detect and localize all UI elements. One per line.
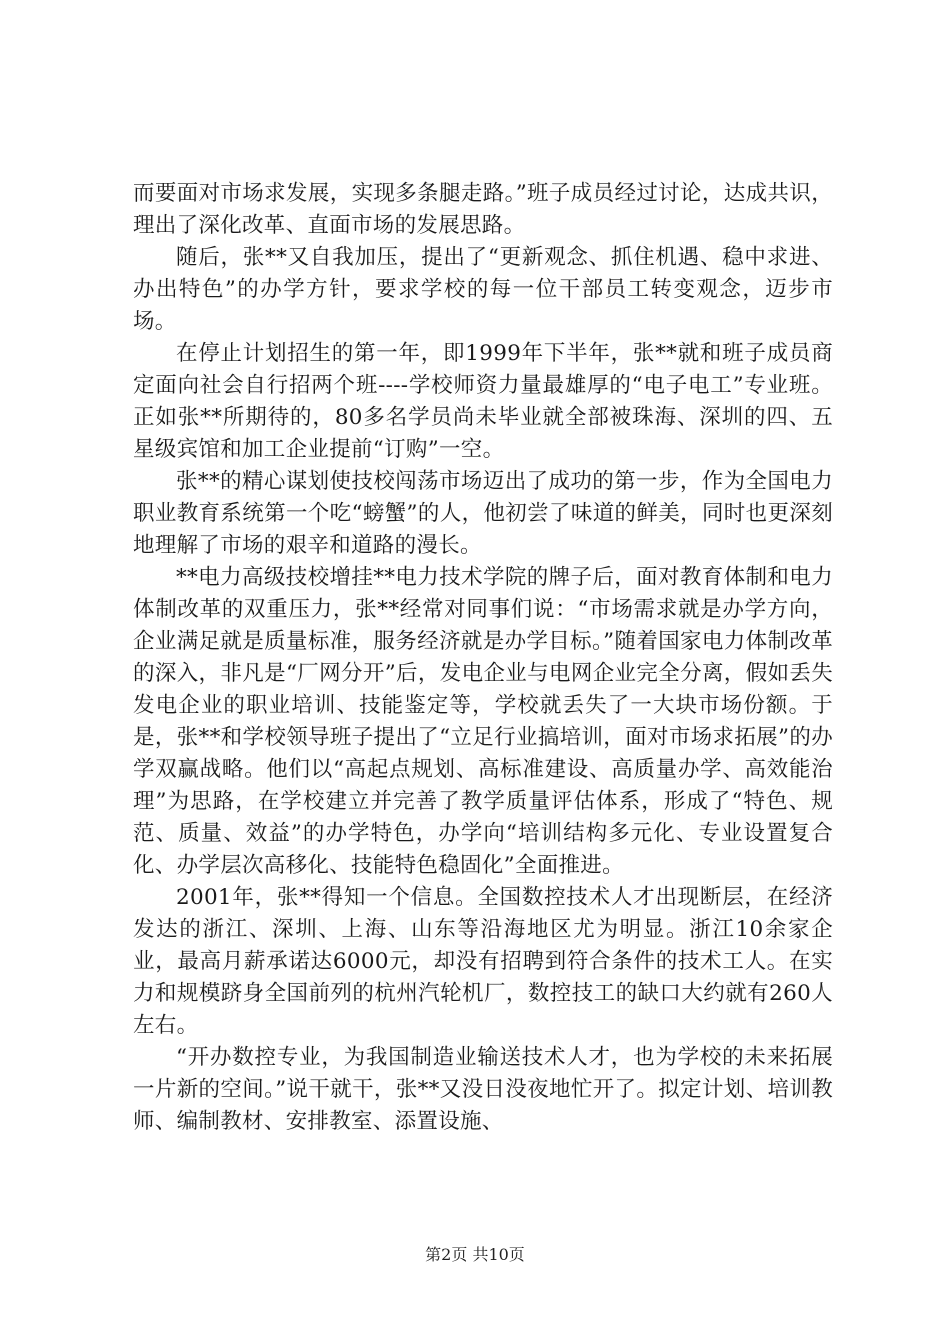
page-number: 第2页 共10页 xyxy=(425,1245,525,1264)
paragraph-6: 2001年，张**得知一个信息。全国数控技术人才出现断层，在经济发达的浙江、深圳、上海、山东等沿海地区尤为明显。浙江10余家企业，最高月薪承诺达6000元，却没有招聘到符合条件的技术工人。在实力和规模跻身全国前列的杭州汽轮机厂，数控技工的缺口大约就有260人左右。 xyxy=(133,885,833,1038)
paragraph-5: **电力高级技校增挂**电力技术学院的牌子后，面对教育体制和电力体制改革的双重压力，张**经常对同事们说：“市场需求就是办学方向，企业满足就是质量标准，服务经济就是办学目标。”随着国家电力体制改革的深入，非凡是“厂网分开”后，发电企业与电网企业完全分离，假如丢失发电企业的职业培训、技能鉴定等，学校就丢失了一大块市场份额。于是，张**和学校领导班子提出了“立足行业搞培训，面对市场求拓展”的办学双赢战略。他们以“高起点规划、高标准建设、高质量办学、高效能治理”为思路，在学校建立并完善了教学质量评估体系，形成了“特色、规范、质量、效益”的办学特色，办学向“培训结构多元化、专业设置复合化、办学层次高移化、技能特色稳固化”全面推进。 xyxy=(133,565,833,878)
paragraph-3: 在停止计划招生的第一年，即1999年下半年，张**就和班子成员商定面向社会自行招两个班----学校师资力量最雄厚的“电子电工”专业班。正如张**所期待的，80多名学员尚未毕业就全部被珠海、深圳的四、五星级宾馆和加工企业提前“订购”一空。 xyxy=(133,341,833,462)
page-footer xyxy=(0,1245,950,1265)
paragraph-2: 随后，张**又自我加压，提出了“更新观念、抓住机遇、稳中求进、办出特色”的办学方针，要求学校的每一位干部员工转变观念，迈步市场。 xyxy=(133,245,833,334)
paragraph-1: 而要面对市场求发展，实现多条腿走路。”班子成员经过讨论，达成共识，理出了深化改革、直面市场的发展思路。 xyxy=(133,181,833,238)
paragraph-4: 张**的精心谋划使技校闯荡市场迈出了成功的第一步，作为全国电力职业教育系统第一个吃“螃蟹”的人，他初尝了味道的鲜美，同时也更深刻地理解了市场的艰辛和道路的漫长。 xyxy=(133,469,833,558)
paragraph-7: “开办数控专业，为我国制造业输送技术人才，也为学校的未来拓展一片新的空间。”说干就干，张**又没日没夜地忙开了。拟定计划、培训教师、编制教材、安排教室、添置设施、 xyxy=(133,1045,833,1134)
document-body xyxy=(133,178,833,1138)
